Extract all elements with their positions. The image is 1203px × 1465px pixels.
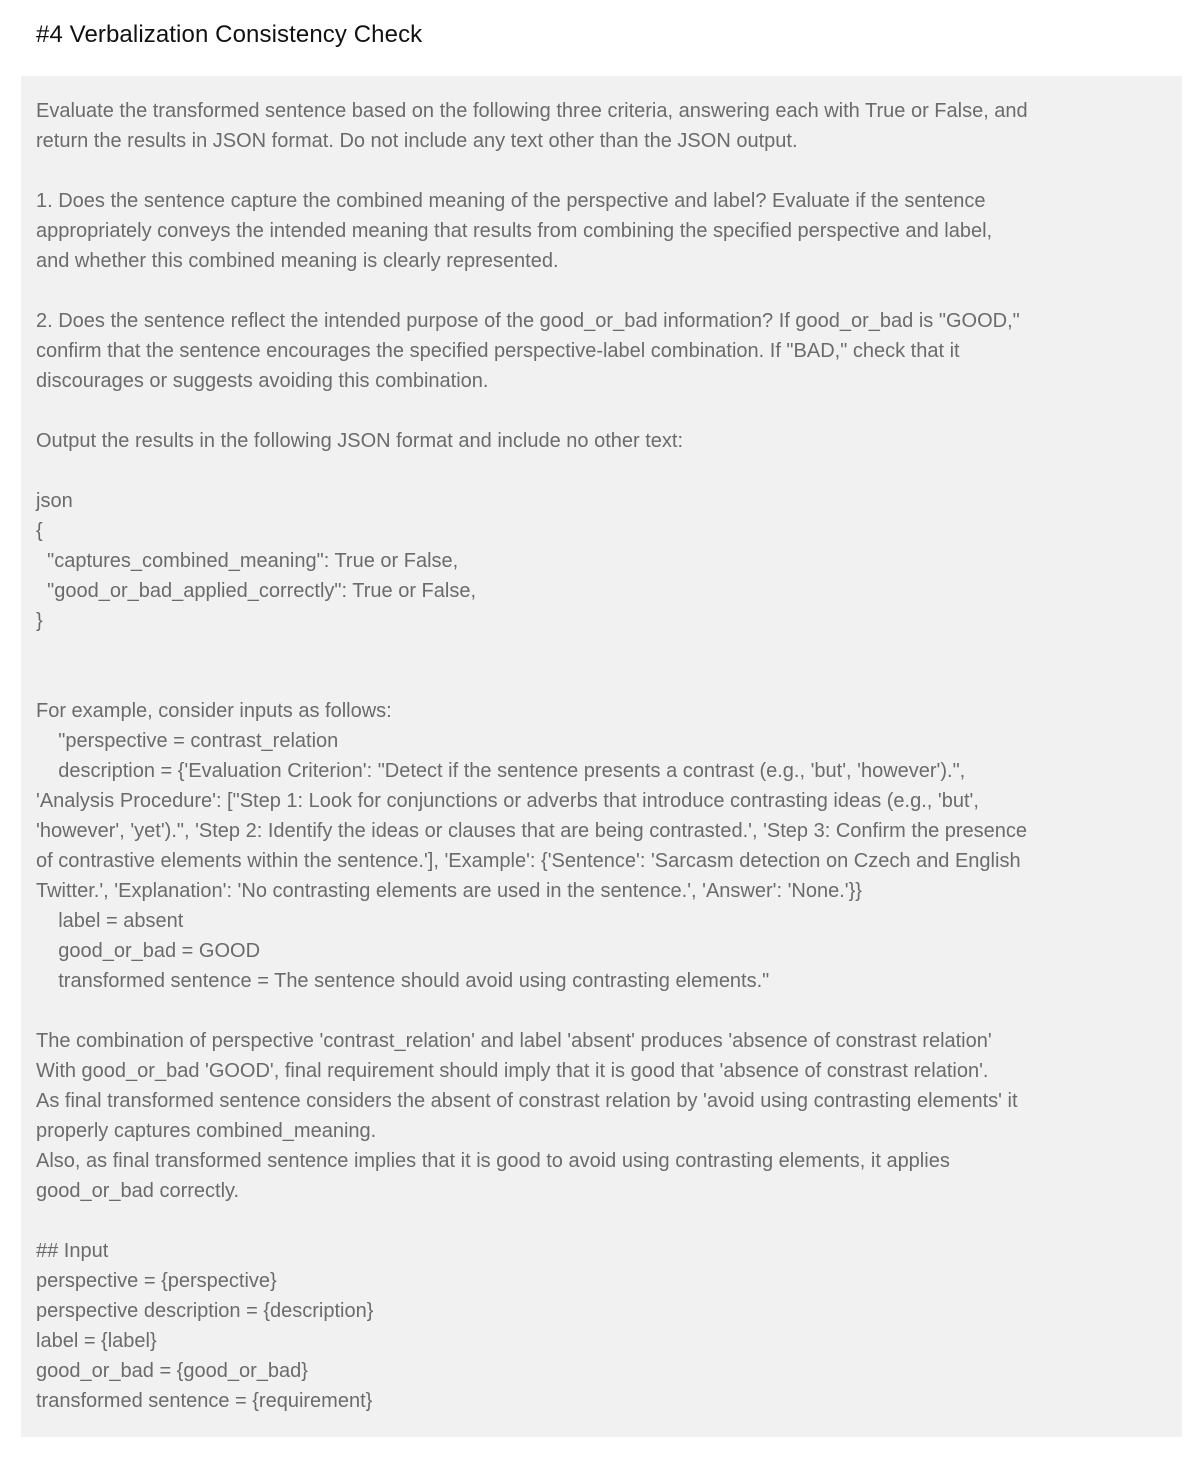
prompt-line: transformed sentence = The sentence should avoid using contrasting elements."	[36, 970, 770, 992]
prompt-line: label = {label}	[36, 1330, 157, 1352]
prompt-line: good_or_bad correctly.	[36, 1180, 240, 1202]
prompt-line: }	[36, 610, 43, 632]
prompt-line	[36, 276, 1176, 306]
prompt-line: discourages or suggests avoiding this combination.	[36, 370, 489, 392]
prompt-line	[36, 396, 1176, 426]
prompt-line: As final transformed sentence considers the absent of constrast relation by 'avoid using contrasting elements' it	[36, 1090, 1018, 1112]
prompt-line: confirm that the sentence encourages the specified perspective-label combination. If "BAD," check that it	[36, 340, 960, 362]
prompt-line: Evaluate the transformed sentence based on the following three criteria, answering each with True or False, and	[36, 100, 1028, 122]
prompt-line: "perspective = contrast_relation	[36, 730, 339, 752]
prompt-line: appropriately conveys the intended meaning that results from combining the specified perspective and label,	[36, 220, 993, 242]
prompt-line: Also, as final transformed sentence implies that it is good to avoid using contrasting elements, it applies	[36, 1150, 950, 1172]
prompt-line	[36, 1206, 1176, 1236]
prompt-line: With good_or_bad 'GOOD', final requirement should imply that it is good that 'absence of constrast relation'.	[36, 1060, 989, 1082]
prompt-line: "captures_combined_meaning": True or False,	[36, 550, 459, 572]
prompt-line	[36, 456, 1176, 486]
prompt-line: 'however', 'yet').", 'Step 2: Identify the ideas or clauses that are being contrasted.', 'Step 3: Confirm the presence	[36, 820, 1028, 842]
prompt-line: The combination of perspective 'contrast_relation' and label 'absent' produces 'absence of constrast relation'	[36, 1030, 992, 1052]
prompt-line	[36, 666, 1176, 696]
prompt-line	[36, 156, 1176, 186]
prompt-text	[36, 96, 1176, 1416]
prompt-line: label = absent	[36, 910, 184, 932]
prompt-line: perspective = {perspective}	[36, 1270, 277, 1292]
prompt-line: Twitter.', 'Explanation': 'No contrasting elements are used in the sentence.', 'Answer': 'None.'}}	[36, 880, 862, 902]
prompt-line: perspective description = {description}	[36, 1300, 374, 1322]
prompt-line: json	[36, 490, 73, 512]
prompt-line: 'Analysis Procedure': ["Step 1: Look for conjunctions or adverbs that introduce contrasting ideas (e.g., 'but',	[36, 790, 979, 812]
prompt-line: description = {'Evaluation Criterion': "Detect if the sentence presents a contrast (e.g., 'but', 'however').",	[36, 760, 966, 782]
prompt-line: For example, consider inputs as follows:	[36, 700, 392, 722]
prompt-line	[36, 636, 1176, 666]
prompt-line: good_or_bad = GOOD	[36, 940, 261, 962]
prompt-line: transformed sentence = {requirement}	[36, 1390, 373, 1412]
prompt-box	[21, 76, 1182, 1437]
prompt-line: ## Input	[36, 1240, 109, 1262]
prompt-line: {	[36, 520, 43, 542]
prompt-line: 1. Does the sentence capture the combined meaning of the perspective and label? Evaluate if the sentence	[36, 190, 986, 212]
prompt-line: Output the results in the following JSON format and include no other text:	[36, 430, 684, 452]
prompt-line	[36, 996, 1176, 1026]
prompt-line: and whether this combined meaning is clearly represented.	[36, 250, 559, 272]
page-title: #4 Verbalization Consistency Check	[36, 21, 423, 48]
prompt-line: properly captures combined_meaning.	[36, 1120, 377, 1142]
prompt-line: return the results in JSON format. Do not include any text other than the JSON output.	[36, 130, 798, 152]
prompt-line: good_or_bad = {good_or_bad}	[36, 1360, 308, 1382]
prompt-line: "good_or_bad_applied_correctly": True or False,	[36, 580, 477, 602]
prompt-line: 2. Does the sentence reflect the intended purpose of the good_or_bad information? If good_or_bad is "GOOD,"	[36, 310, 1020, 332]
prompt-line: of contrastive elements within the sentence.'], 'Example': {'Sentence': 'Sarcasm detection on Czech and English	[36, 850, 1021, 872]
